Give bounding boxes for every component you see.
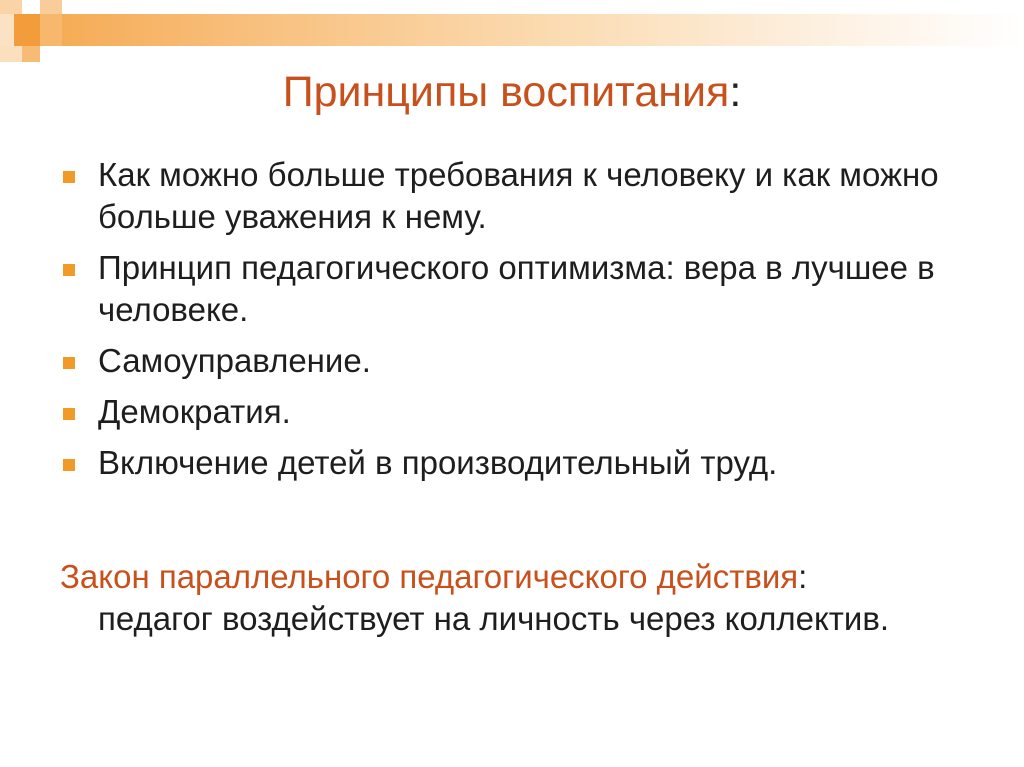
- square-bullet-icon: [63, 408, 75, 420]
- list-item: [60, 247, 1000, 331]
- decorative-square: [22, 46, 40, 62]
- list-item: [60, 442, 1000, 484]
- list-item-text: Как можно больше требования к человеку и как можно больше уважения к нему.: [98, 156, 939, 235]
- law-colon: :: [798, 558, 808, 595]
- decorative-square: [0, 14, 14, 46]
- list-item: [60, 391, 1000, 433]
- principles-list: [60, 154, 1000, 493]
- header-gradient-bar: [0, 14, 1024, 46]
- decorative-square: [0, 46, 22, 62]
- slide-title-colon: :: [729, 68, 742, 116]
- list-item-text: Самоуправление.: [98, 342, 371, 379]
- decorative-square: [40, 14, 62, 46]
- square-bullet-icon: [63, 264, 75, 276]
- law-title: Закон параллельного педагогического действия: [60, 558, 799, 595]
- list-item-text: Демократия.: [98, 393, 291, 430]
- decorative-square: [40, 0, 62, 14]
- list-item: [60, 154, 1000, 238]
- slide-title: [0, 62, 1024, 122]
- decorative-square: [22, 0, 40, 14]
- list-item: [60, 340, 1000, 382]
- square-bullet-icon: [63, 171, 75, 183]
- decorative-square: [14, 14, 40, 46]
- list-item-text: Включение детей в производительный труд.: [98, 444, 778, 481]
- law-statement: [60, 556, 1000, 640]
- slide-title-text: Принципы воспитания: [282, 68, 730, 116]
- square-bullet-icon: [63, 357, 75, 369]
- decorative-square: [0, 0, 22, 14]
- square-bullet-icon: [63, 459, 75, 471]
- law-text: педагог воздействует на личность через коллектив.: [98, 600, 890, 637]
- list-item-text: Принцип педагогического оптимизма: вера в лучшее в человеке.: [98, 249, 935, 328]
